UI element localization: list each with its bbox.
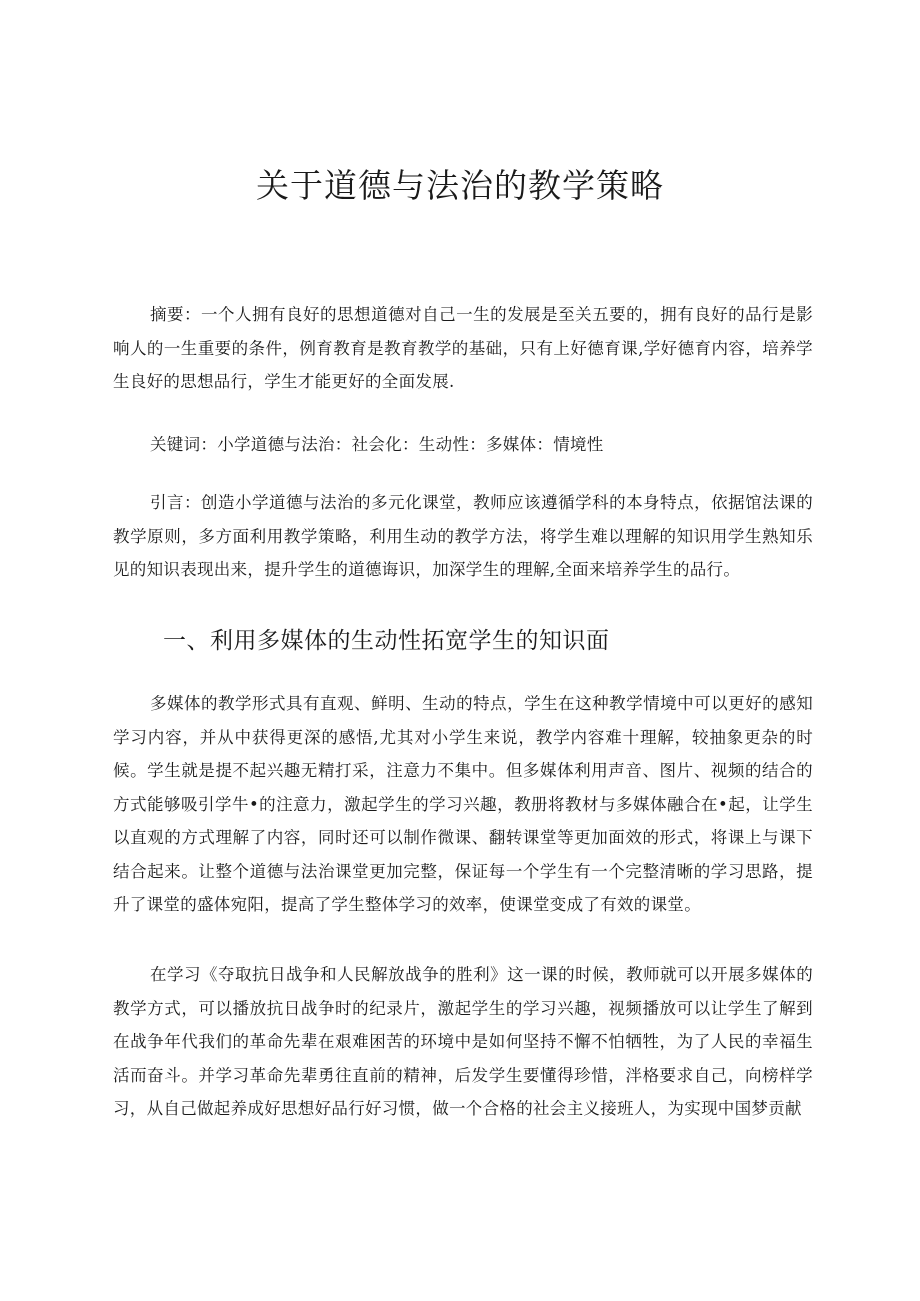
section-1-heading: 一、利用多媒体的生动性拓宽学生的知识面 xyxy=(163,628,610,654)
keywords-paragraph: 关键词：小学道德与法治：社会化：生动性：多媒体：情境性 xyxy=(150,435,604,454)
section-1-paragraph-2: 在学习《夺取抗日战争和人民解放战争的胜利》这一课的时候，教师就可以开展多媒体的教学方式，可以播放抗日战争时的纪录片，激起学生的学习兴趣，视频播放可以让学生了解到在战争年代我们的革命先辈在艰难困苦的环境中是如何坚持不懈不怕牺牲，为了人民的幸福生活而奋斗。并学习革命先辈勇往直前的精神，后发学生要懂得珍惜，泮格要求自己，向榜样学习，从自己做起养成好思想好品行好习惯，做一个合格的社会主义接班人，为实现中国梦贡献 xyxy=(113,965,813,1118)
abstract-paragraph: 摘要：一个人拥有良好的思想道德对自己一生的发展是至关五要的，拥有良好的品行是影响人的一生重要的条件，例育教育是教育教学的基础，只有上好德育课,学好德育内容，培养学生良好的思想品行，学生才能更好的全面发展. xyxy=(113,305,813,391)
section-1-paragraph-1: 多媒体的教学形式具有直观、鲜明、生动的特点，学生在这种教学情境中可以更好的感知学习内容，并从中获得更深的感悟,尤其对小学生来说，教学内容难十理解，较抽象更杂的时候。学生就是提不起兴趣无精打采，注意力不集中。但多媒体利用声音、图片、视频的结合的方式能够吸引学牛•的注意力，激起学生的学习兴趣，教册将教材与多媒体融合在•起，让学生以直观的方式理解了内容，同时还可以制作微课、翻转课堂等更加面效的形式，将课上与课下结合起来。让整个道德与法治课堂更加完整，保证每一个学生有一个完整清晰的学习思路，提升了课堂的盛体宛阳，提高了学生整体学习的效率，使课堂变成了有效的课堂。 xyxy=(113,694,813,914)
intro-paragraph: 引言：创造小学道德与法治的多元化课堂，教师应该遵循学科的本身特点，依据馆法课的教学原则，多方面利用教学策略，利用生动的教学方法，将学生难以理解的知识用学生熟知乐见的知识表现出来，提升学生的道德诲识，加深学生的理解,全面来培养学生的品行。 xyxy=(113,493,813,579)
document-title: 关于道德与法治的教学策略 xyxy=(256,166,664,205)
